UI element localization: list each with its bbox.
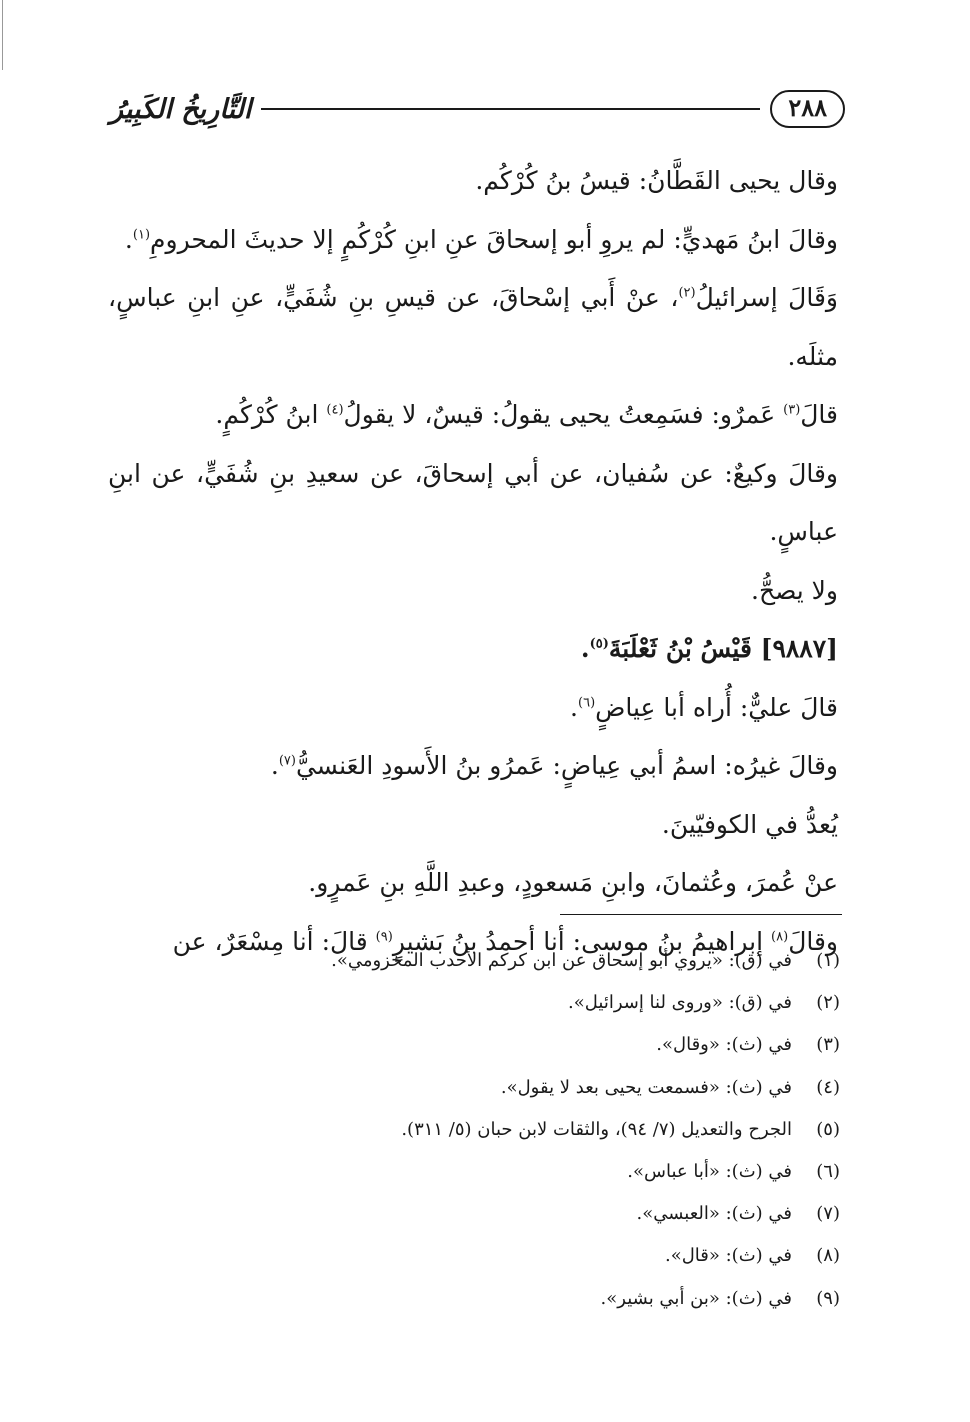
paragraph — [108, 737, 838, 796]
text-run: وقالَ وكيعٌ: عن سُفيان، عن أبي إسحاقَ، عن سعيدِ بنِ شُفَيٍّ، عن ابنِ عباسٍ. — [108, 458, 838, 546]
running-title: التَّارِيخُ الكَبِيرُ — [110, 93, 252, 125]
footnote-number: (٧) — [816, 1203, 840, 1225]
text-run: إبراهيمُ بنُ موسى: أنا أحمدُ بنُ بَشيرٍ — [392, 926, 772, 956]
text-run: وقالَ — [788, 926, 838, 956]
footnote-number: (٣) — [816, 1034, 840, 1056]
footnote — [180, 982, 840, 1024]
footnote-ref: (٢) — [678, 285, 696, 301]
footnote-text: في (ث): «قال». — [664, 1245, 792, 1267]
footnote-ref: (٥) — [589, 636, 609, 652]
footnote — [180, 1024, 840, 1066]
text-run: . — [270, 751, 279, 780]
footnote-number: (١) — [816, 950, 840, 971]
paragraph — [108, 445, 838, 562]
footnote — [180, 1151, 840, 1193]
header-rule — [261, 108, 760, 110]
footnote-text: في (ق): «يروي أبو إسحاق عن ابن كركم الأحدب المخزومي». — [331, 950, 792, 971]
text-run: ، عنْ أَبي إسْحاقَ، عن قيسِ بنِ شُفَيٍّ، عنِ ابنِ عباسٍ، مثلَه. — [108, 283, 838, 371]
paragraph — [108, 386, 838, 445]
footnote-ref: (١) — [132, 227, 151, 243]
text-run: . — [580, 634, 590, 663]
paragraph — [108, 679, 838, 738]
text-run: وقالَ غيرُه: اسمُ أبي عِياضٍ: عَمرُو بنُ الأَسودِ العَنسيُّ — [295, 751, 838, 780]
footnote-text: في (ث): «أبا عباس». — [627, 1161, 792, 1183]
paragraph — [108, 152, 838, 211]
paragraph — [108, 854, 838, 913]
footnote-number: (٥) — [816, 1118, 840, 1140]
text-run: وقال يحيى القَطَّانُ: قيسُ بنُ كُرْكُم. — [475, 166, 838, 195]
paragraph — [108, 269, 838, 386]
page-header — [110, 86, 845, 132]
text-run: قالَ — [800, 400, 838, 429]
text-run: قالَ عليٌّ: أُراه أبا عِياضٍ — [595, 692, 838, 722]
paragraph — [108, 211, 838, 270]
text-run: عَمرٌو: فسَمِعتُ يحيى يقولُ: قيسٌ، لا يقولُ — [343, 400, 784, 429]
footnote — [180, 1109, 840, 1151]
footnote-number: (٢) — [816, 992, 840, 1014]
footnote-ref: (٧) — [278, 753, 296, 769]
footnote-text: في (ث): «فسمعت يحيى بعد لا يقول». — [500, 1076, 792, 1098]
entry-heading — [108, 620, 838, 679]
footnote-number: (٤) — [816, 1076, 840, 1098]
footnote-number: (٦) — [816, 1161, 840, 1183]
footnote-text: في (ث): «العبسي». — [636, 1203, 792, 1225]
footnote — [180, 1067, 840, 1109]
footnote — [180, 1278, 840, 1320]
footnote-divider — [560, 914, 842, 915]
text-run: [٩٨٨٧] قَيْسُ بْنُ ثَعْلَبَةَ — [608, 634, 838, 663]
footnote-ref: (٤) — [326, 402, 344, 418]
text-run: وَقَالَ إسرائيلُ — [695, 283, 838, 312]
paragraph — [108, 796, 838, 855]
footnote — [180, 940, 840, 982]
footnote-ref: (٨) — [771, 929, 789, 945]
text-run: عنْ عُمرَ، وعُثمانَ، وابنِ مَسعودٍ، وعبدِ اللَّهِ بنِ عَمرٍو. — [308, 868, 838, 897]
page-number: ٢٨٨ — [770, 90, 845, 128]
footnote-text: في (ث): «وقال». — [656, 1034, 792, 1056]
scan-edge-mark — [2, 0, 3, 70]
text-run: ولا يصحُّ. — [751, 575, 838, 605]
footnote-ref: (٩) — [375, 929, 393, 945]
footnote-number: (٨) — [816, 1245, 840, 1267]
text-run: يُعدُّ في الكوفيّينَ. — [661, 809, 838, 839]
footnote — [180, 1235, 840, 1277]
main-text — [108, 152, 838, 971]
footnote-text: في (ق): «وروى لنا إسرائيل». — [568, 992, 792, 1014]
paragraph — [108, 562, 838, 621]
text-run: قالَ: أنا مِسْعَرٌ، عن — [172, 926, 376, 956]
footnote-ref: (٣) — [783, 402, 801, 418]
footnote-number: (٩) — [816, 1287, 840, 1309]
footnote-ref: (٦) — [578, 695, 596, 711]
footnote-text: في (ث): «بن أبي بشير». — [600, 1287, 792, 1309]
footnote — [180, 1193, 840, 1235]
text-run: . — [570, 692, 578, 722]
footnotes — [180, 940, 840, 1320]
footnote-text: الجرح والتعديل (٧/ ٩٤)، والثقات لابن حبان (٥/ ٣١١). — [401, 1118, 792, 1140]
text-run: ابنُ كُرْكُمٍ. — [215, 400, 327, 429]
text-run: . — [124, 224, 133, 254]
text-run: وقالَ ابنُ مَهديٍّ: لم يروِ أبو إسحاقَ عنِ ابنِ كُرْكُمٍ إلا حديثَ المحرومِ — [150, 224, 838, 254]
